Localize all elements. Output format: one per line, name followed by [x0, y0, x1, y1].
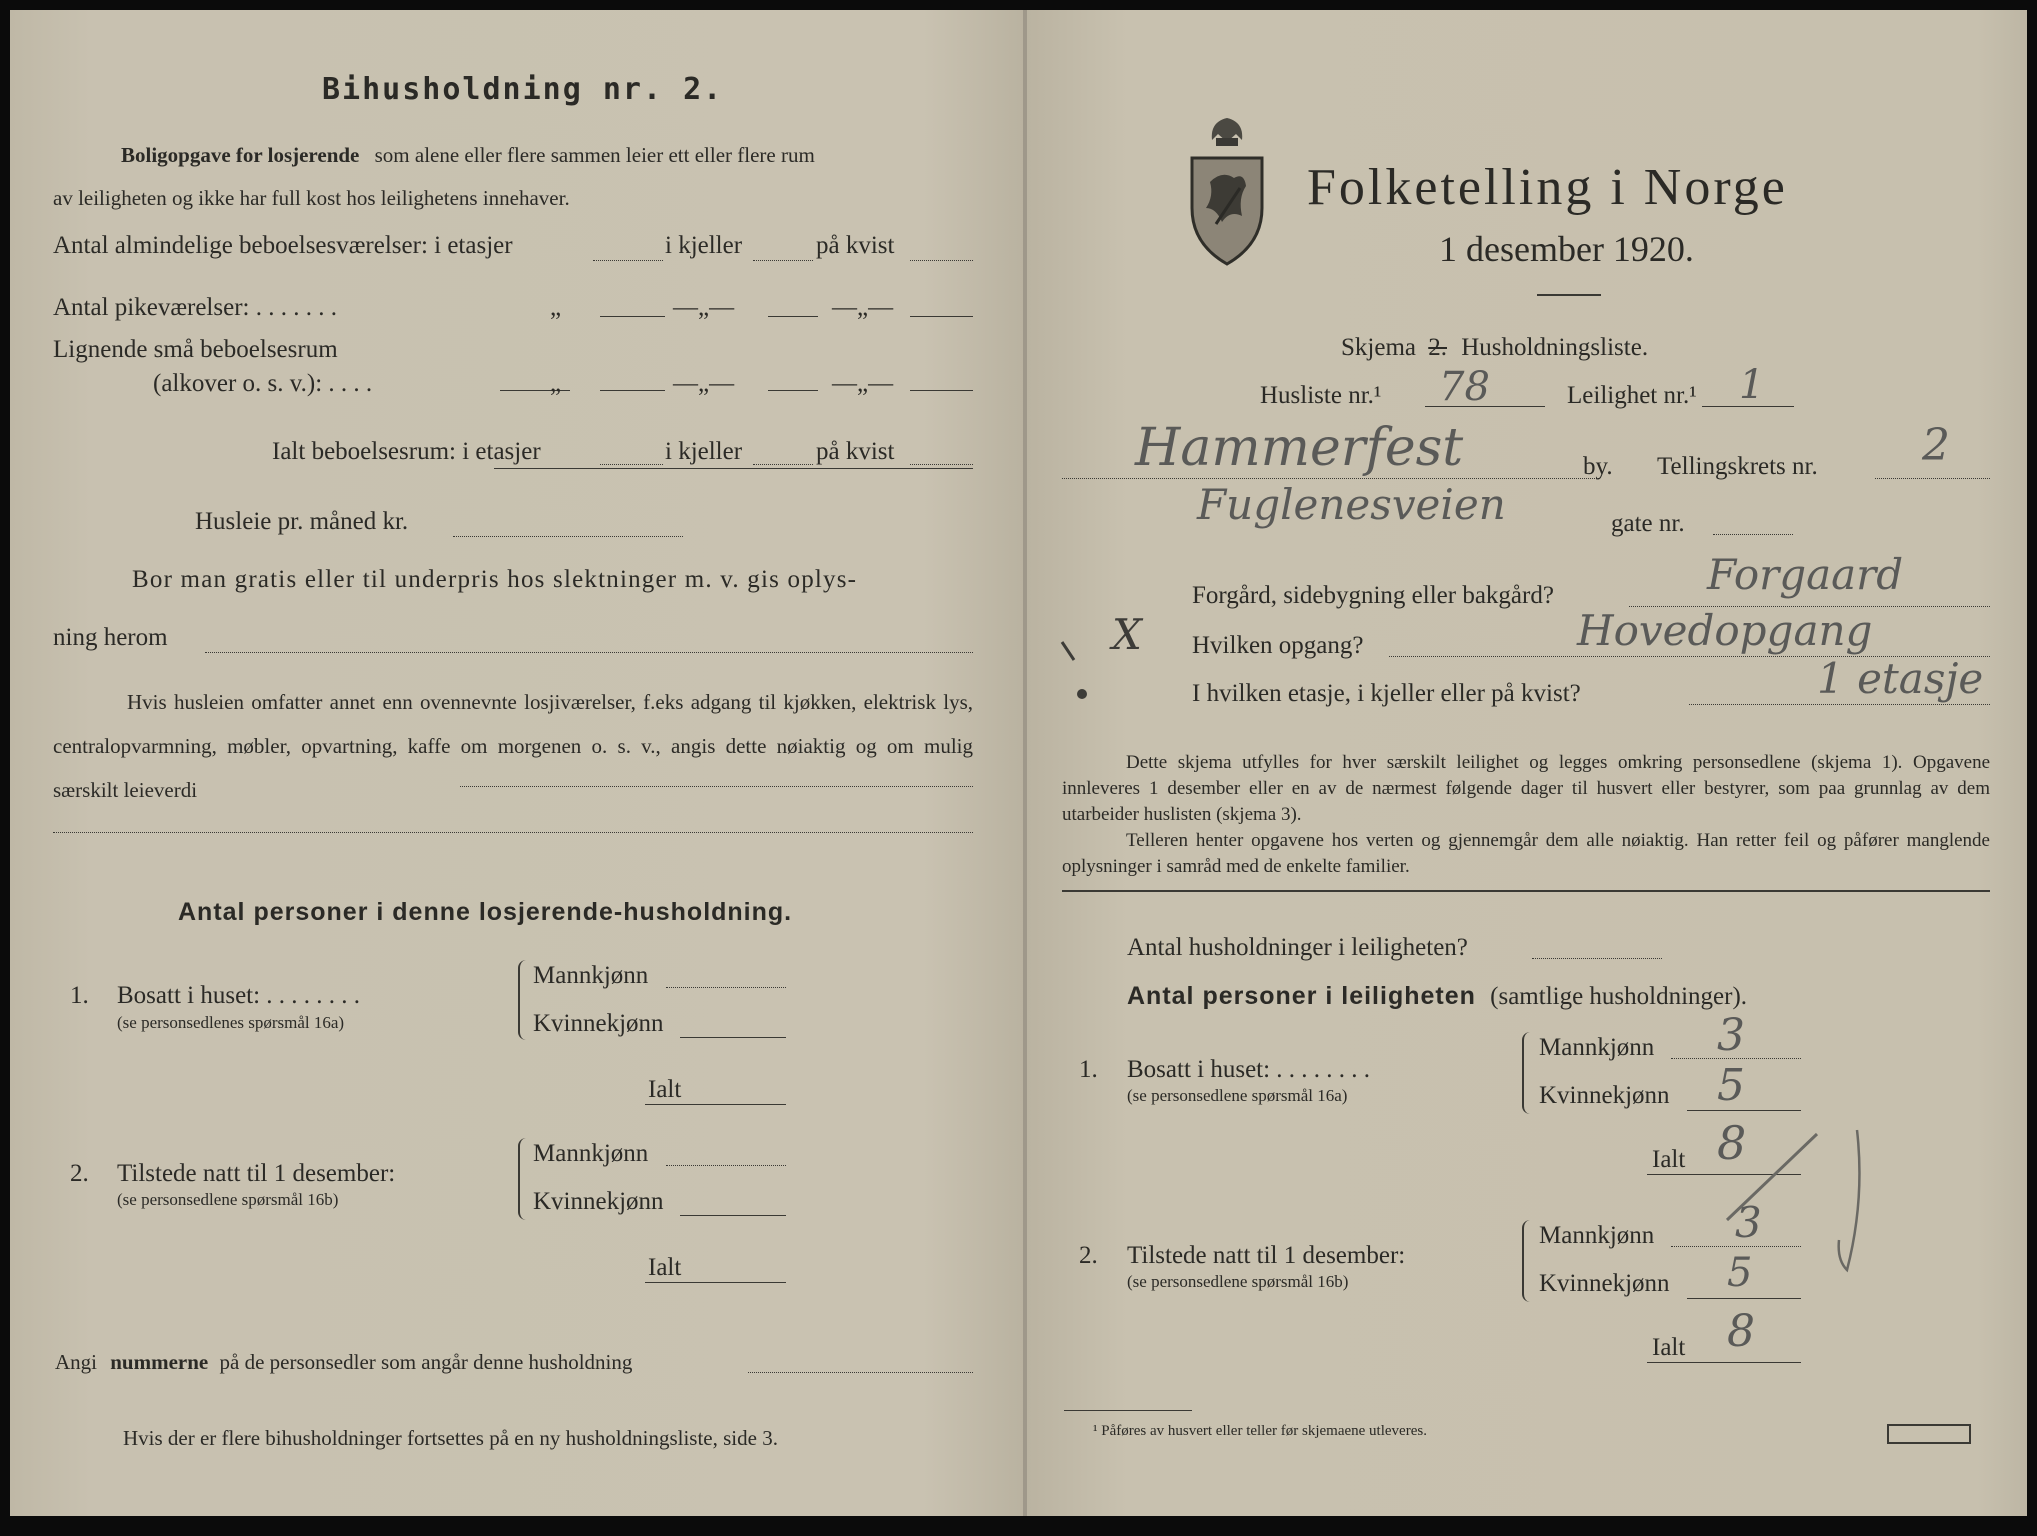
title-divider	[1537, 294, 1601, 296]
angi-pre: Angi	[55, 1350, 97, 1374]
right-q2-kvinne-rule	[1687, 1298, 1801, 1299]
census-sheet	[10, 10, 2027, 1516]
right-q2-kvinne-value: 5	[1727, 1250, 1753, 1296]
left-q2-ialt-rule	[645, 1282, 786, 1283]
hvis-husleien-para: Hvis husleien omfatter annet enn ovennevnte losjiværelser, f.eks adgang til kjøkken, elektrisk lys, centralopvarmning, møbler, opvartning, kaffe om morgenen o. s. v., angis dette nøiaktig og om mulig særskilt leieverdi	[53, 690, 973, 802]
gratis-line-1: Bor man gratis eller til underpris hos slektninger m. v. gis oplys-	[132, 566, 858, 593]
husleie-blank	[453, 536, 683, 537]
forgard-value: Forgaard	[1707, 550, 1904, 599]
alkover-label: (alkover o. s. v.): . . . .	[153, 370, 373, 397]
ialt-kvist-blank	[910, 464, 973, 465]
angi-line	[55, 1350, 632, 1375]
krets-value: 2	[1922, 420, 1950, 471]
kvist-blank	[910, 260, 973, 261]
info-divider	[1062, 890, 1990, 892]
intro-bold: Boligopgave for losjerende	[121, 143, 360, 167]
lignende-label: Lignende små beboelsesrum	[53, 336, 338, 363]
left-q1-label: Bosatt i huset: . . . . . . . .	[117, 982, 361, 1009]
left-q1-mann-label: Mannkjønn	[533, 962, 649, 989]
ialt-underline	[494, 468, 973, 469]
gate-blank	[1713, 534, 1793, 535]
angi-blank	[748, 1372, 973, 1373]
info-para-1: Dette skjema utfylles for hver særskilt leilighet og legges omkring personsedlene (skjema 1). Opgavene innleveres 1 desember eller en av de nærmest følgende dager til husvert eller bestyrer, som paa grunnlag av dem utarbeider huslisten (skjema 3).	[1062, 752, 1990, 825]
left-footer: Hvis der er flere bihusholdninger fortsettes på en ny husholdningsliste, side 3.	[123, 1426, 778, 1450]
left-q2-kvinne-rule	[680, 1215, 786, 1216]
pike-label: Antal pikeværelser: . . . . . . .	[53, 294, 337, 321]
etasje-blank	[1689, 704, 1990, 705]
alkover-ditto-1: „	[550, 370, 562, 397]
alkover-ditto-3: —„—	[832, 370, 894, 397]
margin-mark: X	[1112, 610, 1142, 659]
husliste-label: Husliste nr.¹	[1260, 382, 1382, 409]
right-q2-sub: (se personsedlene spørsmål 16b)	[1127, 1272, 1349, 1291]
left-q1-sub: (se personsedlenes spørsmål 16a)	[117, 1013, 345, 1032]
printer-stamp	[1887, 1424, 1971, 1444]
footnote: ¹ Påføres av husvert eller teller før skjemaene utleveres.	[1093, 1423, 1427, 1439]
right-date: 1 desember 1920.	[1439, 229, 1694, 269]
persons-bold: Antal personer i leiligheten	[1127, 982, 1476, 1010]
left-q2-brace	[518, 1138, 530, 1220]
skjema-pre: Skjema	[1341, 334, 1416, 361]
left-q1-ialt-label: Ialt	[648, 1076, 682, 1103]
krets-label: Tellingskrets nr.	[1657, 453, 1818, 480]
ialt-rum-label: Ialt beboelsesrum: i etasjer	[272, 438, 541, 465]
pike-rule-2	[768, 316, 818, 317]
right-q1-kvinne-value: 5	[1717, 1060, 1745, 1111]
left-q1-kvinne-label: Kvinnekjønn	[533, 1010, 664, 1037]
right-q1-num: 1.	[1079, 1056, 1098, 1083]
left-q2-sub: (se personsedlene spørsmål 16b)	[117, 1190, 339, 1209]
gratis-line-2: ning herom	[53, 624, 168, 651]
krets-blank	[1875, 478, 1990, 479]
leieverdi-blank-2	[53, 832, 973, 833]
pike-ditto-3: —„—	[832, 294, 894, 321]
right-q1-kvinne-label: Kvinnekjønn	[1539, 1082, 1670, 1109]
alkover-rule-3	[910, 390, 973, 391]
by-blank	[1062, 478, 1599, 479]
etasje-label: I hvilken etasje, i kjeller eller på kvist?	[1192, 680, 1581, 707]
ialt-kvist-label: på kvist	[816, 438, 895, 465]
opgang-value: Hovedopgang	[1577, 606, 1873, 655]
right-q1-mann-label: Mannkjønn	[1539, 1034, 1655, 1061]
right-q2-ialt-value: 8	[1727, 1306, 1755, 1357]
right-q1-mann-value: 3	[1717, 1010, 1745, 1061]
gate-label: gate nr.	[1611, 510, 1685, 537]
left-q2-mann-label: Mannkjønn	[533, 1140, 649, 1167]
leieverdi-blank	[460, 786, 973, 787]
left-q2-kvinne-label: Kvinnekjønn	[533, 1188, 664, 1215]
kjeller-blank	[753, 260, 813, 261]
right-q2-label: Tilstede natt til 1 desember:	[1127, 1242, 1406, 1269]
forgard-label: Forgård, sidebygning eller bakgård?	[1192, 582, 1554, 609]
intro-line-1	[121, 143, 815, 168]
left-persons-heading: Antal personer i denne losjerende-husholdning.	[178, 898, 793, 926]
alkover-ditto-2: —„—	[673, 370, 735, 397]
ialt-etasjer-blank	[600, 464, 663, 465]
etasje-value: 1 etasje	[1817, 654, 1984, 703]
intro-line-2: av leiligheten og ikke har full kost hos leilighetens innehaver.	[53, 186, 570, 210]
left-q1-num: 1.	[70, 982, 89, 1009]
opgang-label: Hvilken opgang?	[1192, 632, 1364, 659]
gate-value: Fuglenesveien	[1197, 480, 1506, 529]
coat-of-arms-icon	[1182, 112, 1272, 272]
right-q2-num: 2.	[1079, 1242, 1098, 1269]
by-label: by.	[1583, 453, 1613, 480]
right-q1-brace	[1522, 1032, 1534, 1114]
right-title: Folketelling i Norge	[1307, 159, 1788, 216]
kjeller-label: i kjeller	[665, 232, 743, 259]
ialt-kjeller-blank	[753, 464, 813, 465]
pike-rule-3	[910, 316, 973, 317]
kvist-label: på kvist	[816, 232, 895, 259]
right-q2-mann-label: Mannkjønn	[1539, 1222, 1655, 1249]
skjema-rest: Husholdningsliste.	[1461, 334, 1649, 361]
husleie-label: Husleie pr. måned kr.	[195, 508, 409, 535]
persons-rest: (samtlige husholdninger).	[1490, 983, 1748, 1010]
angi-rest: på de personsedler som angår denne husholdning	[219, 1350, 633, 1374]
skjema-num: 2.	[1428, 334, 1447, 361]
left-q1-kvinne-rule	[680, 1037, 786, 1038]
right-page	[1027, 10, 2027, 1516]
left-q1-brace	[518, 960, 530, 1040]
antal-hush-blank	[1532, 958, 1662, 959]
info-para-2: Telleren henter opgavene hos verten og gjennemgår dem alle nøiaktig. Han retter feil og påfører manglende oplysninger i samråd med de enkelte familier.	[1062, 830, 1990, 877]
left-q1-ialt-rule	[645, 1104, 786, 1105]
left-q2-num: 2.	[70, 1160, 89, 1187]
left-title: Bihusholdning nr. 2.	[322, 72, 724, 107]
skjema-line	[1341, 334, 1648, 362]
ialt-kjeller-label: i kjeller	[665, 438, 743, 465]
right-q1-label: Bosatt i huset: . . . . . . . .	[1127, 1056, 1371, 1083]
alkover-rule-2	[768, 390, 818, 391]
footnote-rule	[1064, 1410, 1192, 1411]
left-page	[10, 10, 1025, 1516]
pike-rule-1	[600, 316, 665, 317]
pike-ditto-1: „	[550, 294, 562, 321]
left-q2-ialt-label: Ialt	[648, 1254, 682, 1281]
right-q2-ialt-label: Ialt	[1652, 1334, 1686, 1361]
angi-bold: nummerne	[110, 1350, 209, 1374]
left-q1-mann-blank	[666, 987, 786, 988]
left-q2-label: Tilstede natt til 1 desember:	[117, 1160, 396, 1187]
antal-hush-label: Antal husholdninger i leiligheten?	[1127, 934, 1468, 961]
alkover-rule-1	[600, 390, 665, 391]
right-q2-brace	[1522, 1220, 1534, 1302]
right-q2-ialt-rule	[1647, 1362, 1801, 1363]
leilighet-label: Leilighet nr.¹	[1567, 382, 1697, 409]
pike-ditto-2: —„—	[673, 294, 735, 321]
husliste-value: 78	[1439, 364, 1490, 410]
margin-check-icon	[1052, 638, 1102, 708]
etasjer-blank	[593, 260, 663, 261]
right-q2-kvinne-label: Kvinnekjønn	[1539, 1270, 1670, 1297]
right-q2-mann-value: 3	[1735, 1198, 1762, 1247]
intro-rest: som alene eller flere sammen leier ett eller flere rum	[374, 143, 815, 167]
antal-label: Antal almindelige beboelsesværelser: i etasjer	[53, 232, 513, 259]
by-value: Hammerfest	[1135, 418, 1464, 478]
right-persons-heading	[1127, 982, 1747, 1011]
leilighet-value: 1	[1739, 362, 1765, 408]
left-q2-mann-blank	[666, 1165, 786, 1166]
right-q1-ialt-label: Ialt	[1652, 1146, 1686, 1173]
right-q1-ialt-value: 8	[1717, 1116, 1747, 1170]
right-q1-sub: (se personsedlene spørsmål 16a)	[1127, 1086, 1348, 1105]
gratis-blank	[205, 652, 973, 653]
